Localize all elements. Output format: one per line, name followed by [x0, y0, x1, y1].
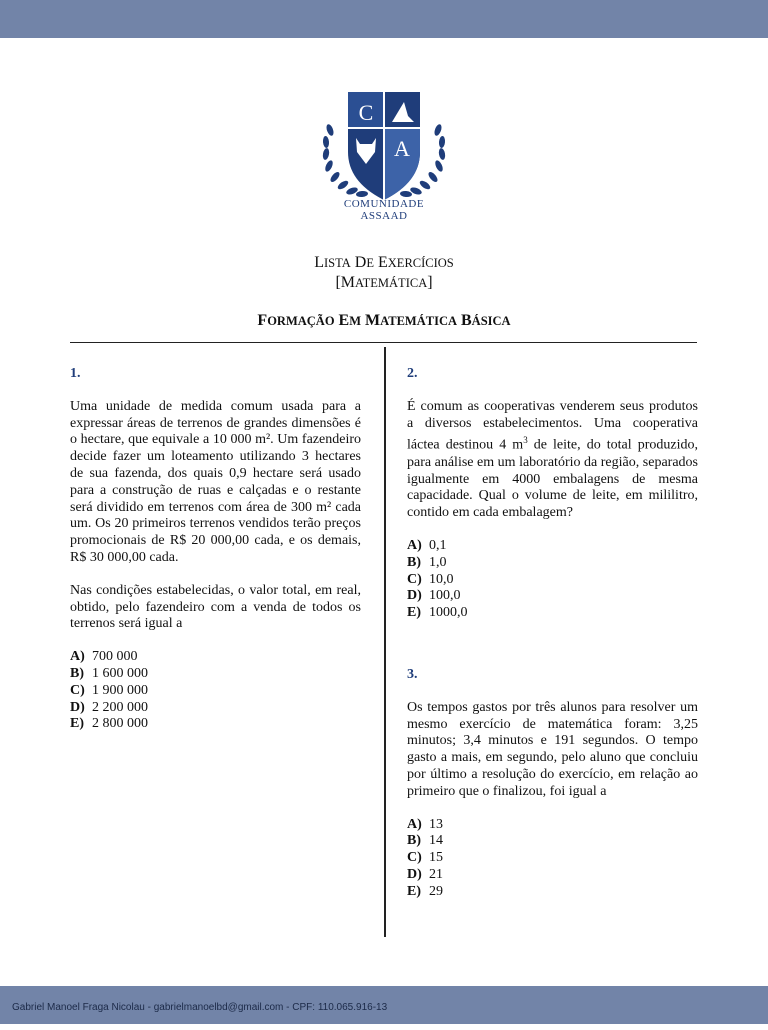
- option-letter: E): [407, 883, 421, 899]
- option-text: 1000,0: [429, 605, 468, 621]
- superscript: 3: [523, 435, 528, 446]
- question-text-before: É comum as cooperativas venderem seus produtos a diversos estabelecimentos. Uma cooperativa láctea destinou 4 m: [407, 398, 698, 454]
- question-2: [407, 366, 698, 622]
- option-letter: C): [407, 850, 422, 866]
- question-number: 3.: [407, 667, 418, 682]
- option-letter: D): [407, 588, 422, 604]
- footer-bar: [0, 986, 768, 1024]
- option-text: 14: [429, 833, 443, 849]
- option-text: 0,1: [429, 538, 447, 554]
- answer-option[interactable]: [407, 605, 698, 622]
- top-bar: [0, 0, 768, 38]
- question-paragraph: Os tempos gastos por três alunos para resolver um mesmo exercício de matemática foram: 3,25 minutos; 3,4 minutos e 191 segundos. O tempo gasto a mais, em segundo, pelo aluno que concluiu por último a resolução do exercício, em relação ao primeiro que o finalizou, foi igual a: [407, 699, 698, 799]
- logo-letter-a: A: [394, 136, 410, 161]
- option-text: 2 800 000: [92, 716, 148, 732]
- option-text: 1 900 000: [92, 682, 148, 698]
- option-letter: C): [407, 571, 422, 587]
- option-text: 1,0: [429, 554, 447, 570]
- option-text: 2 200 000: [92, 699, 148, 715]
- option-text: 1 600 000: [92, 665, 148, 681]
- answer-option[interactable]: [407, 555, 698, 572]
- option-letter: E): [70, 716, 84, 732]
- course-title-text: FORMAÇÃO EM MATEMÁTICA BÁSICA: [257, 312, 511, 329]
- option-text: 100,0: [429, 588, 461, 604]
- option-letter: A): [407, 816, 422, 832]
- answer-option[interactable]: [70, 716, 361, 733]
- option-letter: D): [70, 699, 85, 715]
- logo-letter-c: C: [358, 100, 374, 125]
- logo-caption-line2: ASSAAD: [360, 210, 408, 222]
- option-letter: B): [407, 833, 421, 849]
- answer-option[interactable]: [70, 666, 361, 683]
- answer-options: [407, 817, 698, 901]
- option-letter: C): [70, 682, 85, 698]
- course-title: [0, 312, 768, 330]
- answer-option[interactable]: [407, 850, 698, 867]
- question-text-after: de leite, do total produzido, para análise em um laboratório da região, separados igualmente em 4000 embalagens de mesma capacidade. Qual o volume de leite, em mililitro, contido em cada embalagem?: [407, 438, 698, 521]
- logo-caption-line1: COMUNIDADE: [343, 198, 425, 210]
- list-title-text: LISTA DE EXERCÍCIOS: [314, 254, 454, 271]
- option-text: 700 000: [92, 649, 138, 665]
- question-1: [70, 366, 361, 733]
- answer-option[interactable]: [407, 817, 698, 834]
- question-paragraph: Nas condições estabelecidas, o valor total, em real, obtido, pelo fazendeiro com a venda de todos os terrenos será igual a: [70, 582, 361, 632]
- option-letter: A): [407, 538, 422, 554]
- answer-option[interactable]: [407, 588, 698, 605]
- question-number: 1.: [70, 366, 81, 381]
- subject-title: [0, 274, 768, 292]
- answer-option[interactable]: [407, 572, 698, 589]
- option-text: 29: [429, 883, 443, 899]
- answer-option[interactable]: [407, 867, 698, 884]
- question-paragraph: Uma unidade de medida comum usada para a expressar áreas de terrenos de grandes dimensões é o hectare, que equivale a 10 000 m². Um fazendeiro decide fazer um loteamento utilizando 3 hectares de sua fazenda, dos quais 0,9 hectare será usado para a construção de ruas e calçadas e o restante será dividido em terrenos com área de 300 m² cada um. Os 20 primeiros terrenos vendidos terão preços promocionais de R$ 20 000,00 cada, e os demais, R$ 30 000,00 cada.: [70, 398, 361, 565]
- option-text: 13: [429, 816, 443, 832]
- option-text: 10,0: [429, 571, 454, 587]
- subject-title-text: [MATEMÁTICA]: [335, 274, 433, 291]
- list-title: [0, 254, 768, 272]
- question-number: 2.: [407, 366, 418, 381]
- answer-options: [407, 538, 698, 622]
- answer-option[interactable]: [70, 649, 361, 666]
- question-3: [407, 667, 698, 901]
- answer-option[interactable]: [407, 538, 698, 555]
- option-letter: B): [407, 554, 421, 570]
- option-text: 15: [429, 850, 443, 866]
- footer-text: Gabriel Manoel Fraga Nicolau - gabrielmanoelbd@gmail.com - CPF: 110.065.916-13: [12, 1002, 388, 1013]
- answer-options: [70, 649, 361, 733]
- question-paragraph: [407, 399, 698, 522]
- option-letter: B): [70, 665, 84, 681]
- answer-option[interactable]: [70, 700, 361, 717]
- answer-option[interactable]: [70, 683, 361, 700]
- column-divider: [384, 347, 386, 937]
- option-letter: E): [407, 605, 421, 621]
- option-letter: A): [70, 649, 85, 665]
- header-divider: [70, 342, 697, 343]
- option-letter: D): [407, 866, 422, 882]
- answer-option[interactable]: [407, 833, 698, 850]
- option-text: 21: [429, 866, 443, 882]
- answer-option[interactable]: [407, 884, 698, 901]
